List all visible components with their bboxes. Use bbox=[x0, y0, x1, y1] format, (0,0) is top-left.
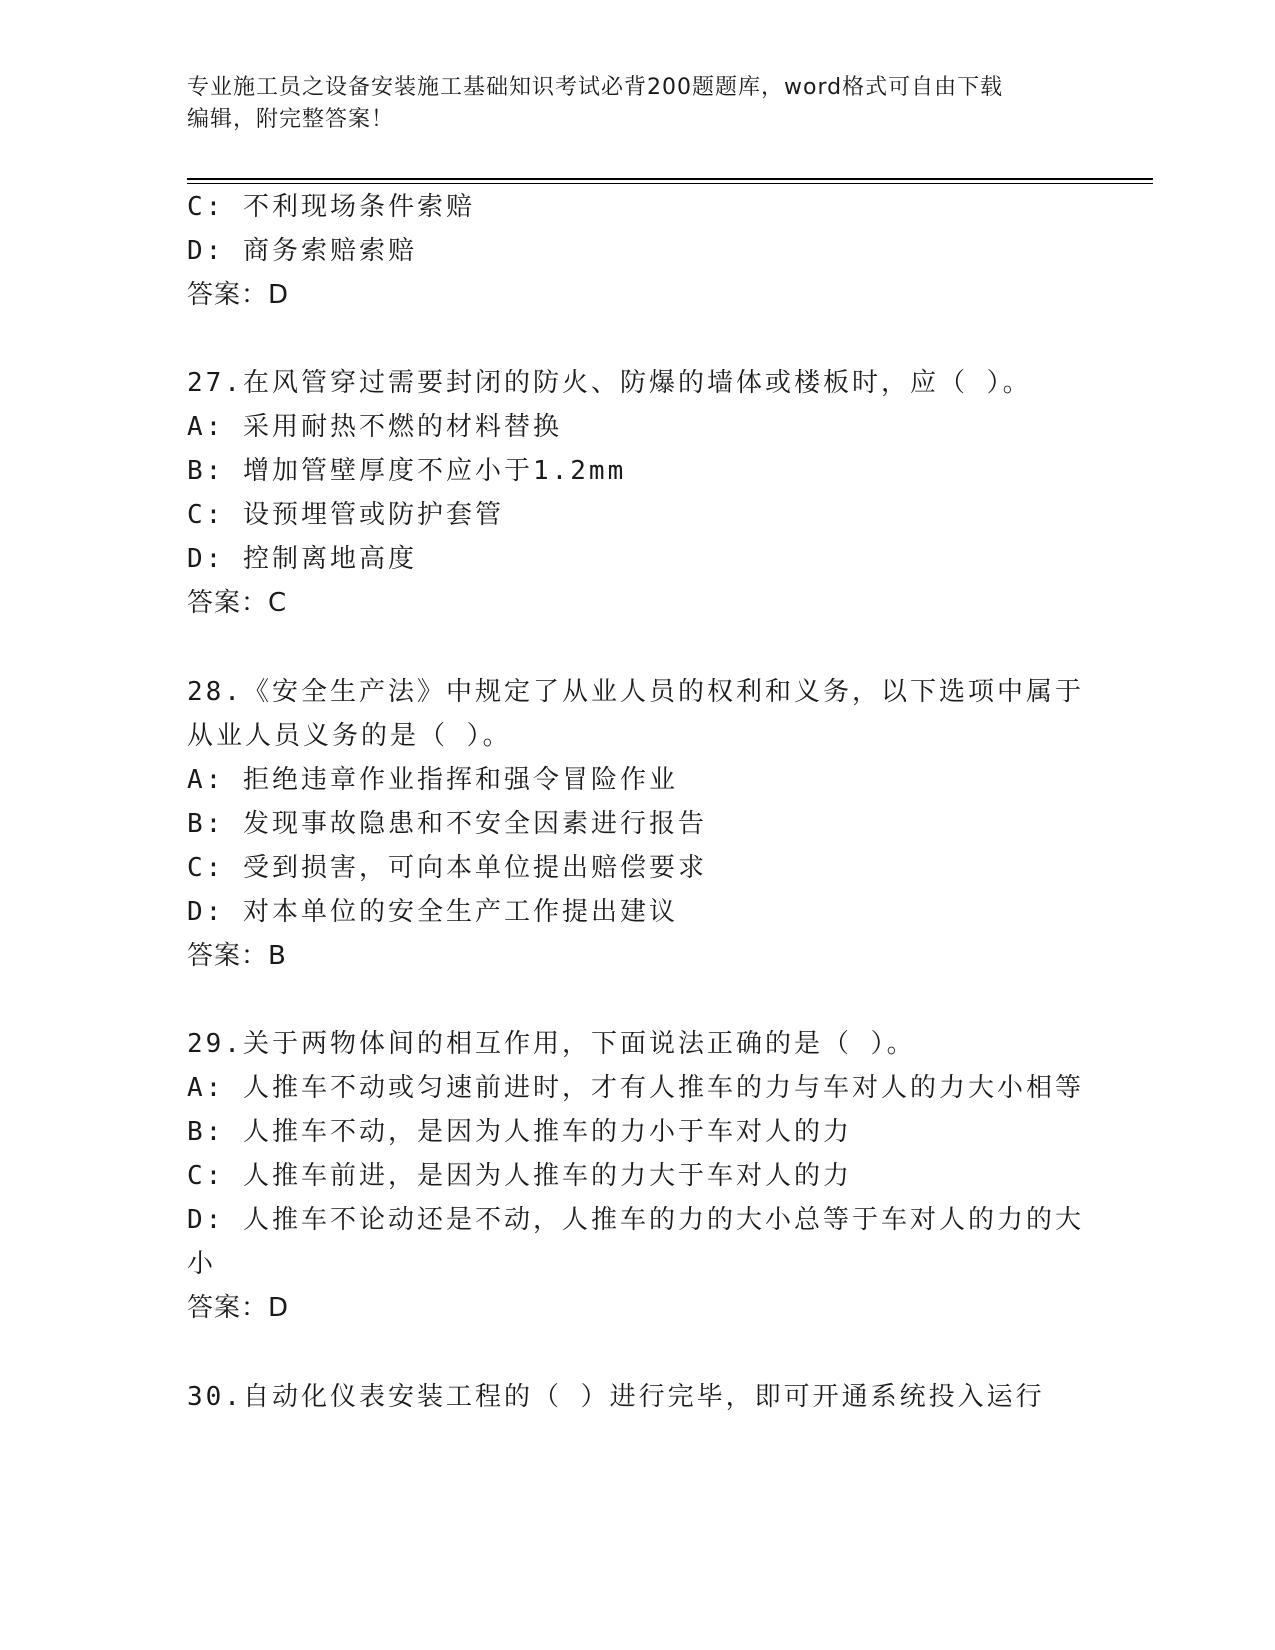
header-line-1: 专业施工员之设备安装施工基础知识考试必背200题题库，word格式可自由下载 bbox=[187, 75, 1004, 100]
q29-answer: 答案：D bbox=[187, 1293, 290, 1323]
q29-option-b: B: 人推车不动，是因为人推车的力小于车对人的力 bbox=[187, 1117, 852, 1147]
q28-option-a: A: 拒绝违章作业指挥和强令冒险作业 bbox=[187, 765, 678, 795]
q28-answer: 答案：B bbox=[187, 941, 287, 971]
q27-stem: 27.在风管穿过需要封闭的防火、防爆的墙体或楼板时，应（ ）。 bbox=[187, 368, 1032, 398]
q29-option-d-line-1: D: 人推车不论动还是不动，人推车的力的大小总等于车对人的力的大 bbox=[187, 1205, 1084, 1235]
q27-option-c: C: 设预埋管或防护套管 bbox=[187, 500, 504, 530]
header-divider-thin bbox=[187, 183, 1153, 184]
q27-option-d: D: 控制离地高度 bbox=[187, 544, 417, 574]
q27-option-b: B: 增加管壁厚度不应小于1.2mm bbox=[187, 456, 627, 486]
document-header bbox=[187, 72, 1067, 136]
q30-stem: 30.自动化仪表安装工程的（ ）进行完毕，即可开通系统投入运行 bbox=[187, 1382, 1045, 1412]
header-line-2: 编辑，附完整答案！ bbox=[187, 107, 395, 132]
header-divider-thick bbox=[187, 178, 1153, 180]
prev-option-d: D: 商务索赔索赔 bbox=[187, 236, 417, 266]
q29-stem: 29.关于两物体间的相互作用，下面说法正确的是（ ）。 bbox=[187, 1029, 916, 1059]
q29-option-d-line-2: 小 bbox=[187, 1249, 217, 1279]
q28-option-c: C: 受到损害，可向本单位提出赔偿要求 bbox=[187, 853, 707, 883]
q28-option-d: D: 对本单位的安全生产工作提出建议 bbox=[187, 897, 678, 927]
q28-stem-line-2: 从业人员义务的是（ ）。 bbox=[187, 721, 512, 751]
q29-option-c: C: 人推车前进，是因为人推车的力大于车对人的力 bbox=[187, 1161, 852, 1191]
q28-stem-line-1: 28.《安全生产法》中规定了从业人员的权利和义务，以下选项中属于 bbox=[187, 677, 1084, 707]
prev-answer: 答案：D bbox=[187, 280, 290, 310]
q29-option-a: A: 人推车不动或匀速前进时，才有人推车的力与车对人的力大小相等 bbox=[187, 1073, 1084, 1103]
q28-option-b: B: 发现事故隐患和不安全因素进行报告 bbox=[187, 809, 707, 839]
q27-answer: 答案：C bbox=[187, 588, 288, 618]
q27-option-a: A: 采用耐热不燃的材料替换 bbox=[187, 412, 562, 442]
prev-option-c: C: 不利现场条件索赔 bbox=[187, 192, 475, 222]
